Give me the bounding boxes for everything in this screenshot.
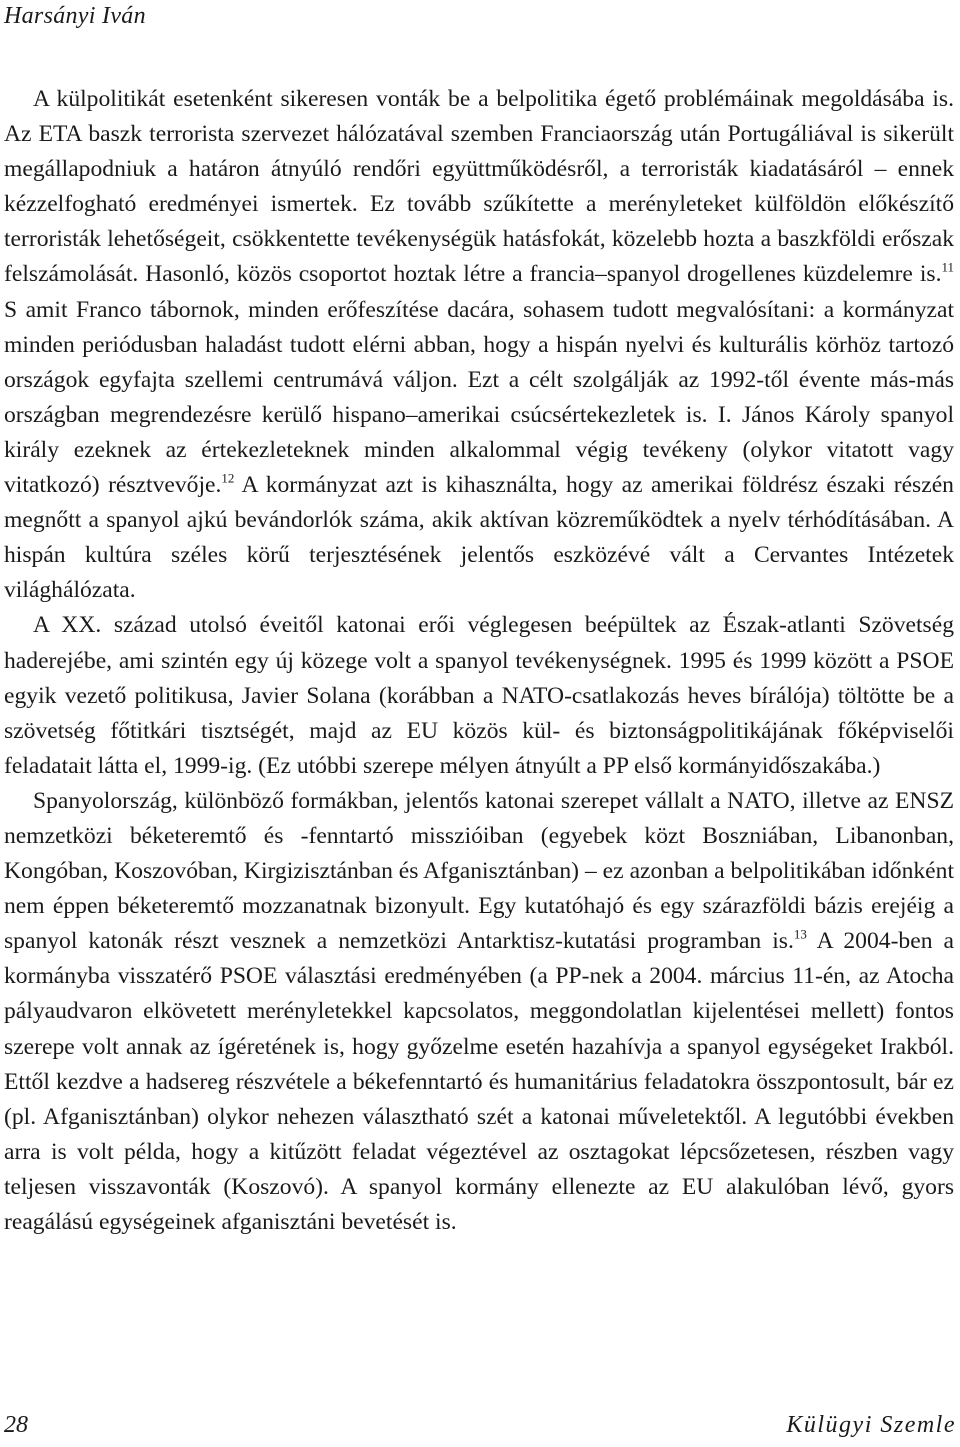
paragraph-text: S amit Franco tábornok, minden erőfeszítése dacára, sohasem tudott megvalósítani: a kormányzat minden periódusban haladást tudott elérni abban, hogy a hispán nyelvi és kulturális körhöz tartozó országok egyfajta szellemi centrumává váljon. Ezt a célt szolgálják az 1992-től évente más-más országban megrendezésre kerülő hispano–amerikai csúcsértekezletek is. I. János Károly spanyol király ezeknek az értekezleteknek minden alkalommal végig tevékeny (olykor vitatott vagy vitatkozó) résztvevője. [4,296,954,499]
paragraph [4,608,954,783]
footnote-mark: 13 [793,926,807,942]
paragraph-text: Spanyolország, különböző formákban, jelentős katonai szerepet vállalt a NATO, illetve az ENSZ nemzetközi béketeremtő és -fenntartó misszióiban (egyebek közt Boszniában, Libanonban, Kongóban, Koszovóban, Kirgizisztánban és Afganisztánban) – ez azonban a belpolitikában időnként nem éppen béketeremtő mozzanatnak bizonyult. Egy kutatóhajó és egy szárazföldi bázis erejéig a spanyol katonák részt vesznek a nemzetközi Antarktisz-kutatási programban is. [4,787,954,955]
article-body [4,82,954,1240]
paragraph [4,784,954,1240]
paragraph-text: A XX. század utolsó éveitől katonai erői véglegesen beépültek az Észak-atlanti Szövetség haderejébe, ami szintén egy új közege volt a spanyol tevékenységnek. 1995 és 1999 között a PSOE egyik vezető politikusa, Javier Solana (korábban a NATO-csatlakozás heves bírálója) töltötte be a szövetség főtitkári tisztségét, majd az EU közös kül- és biztonságpolitikájának főképviselői feladatait látta el, 1999-ig. (Ez utóbbi szerepe mélyen átnyúlt a PP első kormányidőszakába.) [4,612,954,779]
paragraph-text: A külpolitikát esetenként sikeresen vonták be a belpolitika égető problémáinak megoldásába is. Az ETA baszk terrorista szervezet hálózatával szemben Franciaország után Portugáliával is sikerült megállapodniuk a határon átnyúló rendőri együttműködésről, a terroristák kiadatásáról – ennek kézzelfogható eredményei ismertek. Ez tovább szűkítette a merényleteket külföldön előkészítő terroristák lehetőségeit, csökkentette tevékenységük hatásfokát, közelebb hozta a baszkföldi erőszak felszámolását. Hasonló, közös csoportot hoztak létre a francia–spanyol drogellenes küzdelemre is. [4,86,954,288]
paragraph-text: A kormányzat azt is kihasználta, hogy az amerikai földrész északi részén megnőtt a spanyol ajkú bevándorlók száma, akik aktívan közreműködtek a nyelv térhódításában. A hispán kultúra széles körű terjesztésének jelentős eszközévé vált a Cervantes Intézetek világhálózata. [4,472,954,604]
footnote-mark: 11 [941,259,954,275]
running-head-author: Harsányi Iván [4,3,146,29]
paragraph-text: A 2004-ben a kormányba visszatérő PSOE választási eredményében (a PP-nek a 2004. március 11-én, az Atocha pályaudvaron elkövetett merényletekkel kapcsolatos, meggondolatlan kijelentései mellett) fontos szerepe volt annak az ígéretének is, hogy győzelme esetén hazahívja a spanyol egységeket Irakból. Ettől kezdve a hadsereg részvétele a békefenntartó és humanitárius feladatokra összpontosult, bár ez (pl. Afganisztánban) olykor nehezen választható szét a katonai műveletektől. A legutóbbi években arra is volt példa, hogy a kitűzött feladat végeztével az osztagokat lépcsőzetesen, részben vagy teljesen visszavonták (Koszovó). A spanyol kormány ellenezte az EU alakulóban lévő, gyors reagálású egységeinek afganisztáni bevetését is. [4,928,954,1235]
page-number: 28 [4,1412,28,1438]
journal-title: Külügyi Szemle [786,1412,956,1438]
footnote-mark: 12 [221,470,235,486]
paragraph [4,82,954,608]
